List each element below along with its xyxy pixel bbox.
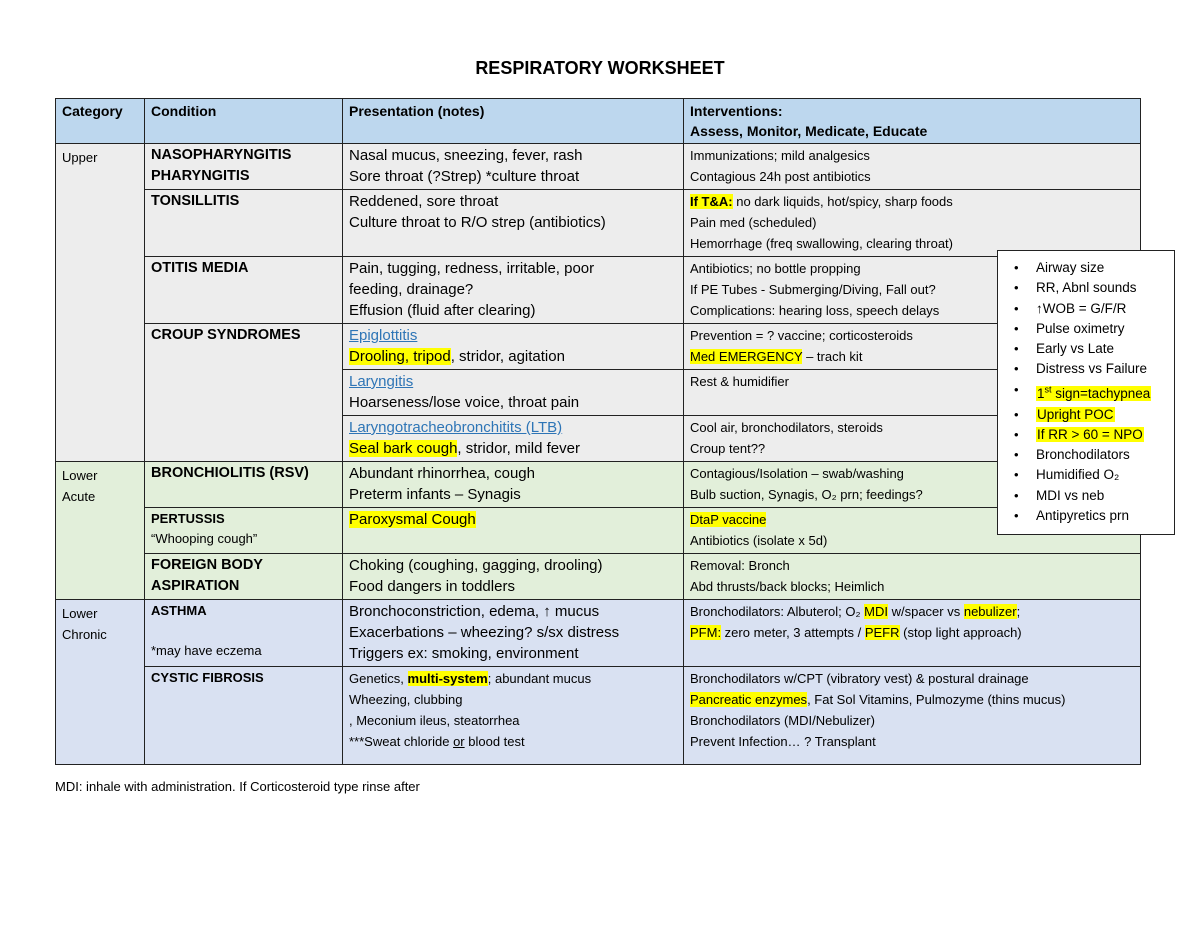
header-interventions — [684, 99, 1141, 144]
category-cell — [56, 144, 145, 462]
presentation-text: blood test — [464, 734, 525, 749]
intervention-line — [690, 622, 1134, 643]
intervention-line: Complications: hearing loss, speech delays — [690, 303, 940, 318]
presentation-cell — [343, 462, 684, 508]
interventions-cell — [684, 144, 1141, 190]
list-item: • Humidified O₂ — [1006, 465, 1170, 485]
intervention-line — [690, 689, 1134, 710]
condition-name: OTITIS MEDIA — [151, 260, 249, 276]
highlight-text: MDI — [864, 604, 888, 619]
condition-cell — [145, 508, 343, 554]
page-title: RESPIRATORY WORKSHEET — [475, 58, 725, 78]
presentation-line — [349, 438, 677, 459]
presentation-cell — [343, 416, 684, 462]
highlight-text: PFM: — [690, 625, 722, 640]
superscript: st — [1044, 384, 1052, 395]
interventions-cell — [684, 554, 1141, 600]
category-cell — [56, 462, 145, 600]
condition-cell — [145, 190, 343, 257]
presentation-text: , stridor, mild fever — [457, 440, 580, 457]
callout-list — [1006, 258, 1170, 526]
intervention-text: , Fat Sol Vitamins, Pulmozyme (thins mucus) — [807, 692, 1066, 707]
laryngitis-link[interactable]: Laryngitis — [349, 373, 414, 390]
intervention-line: Abd thrusts/back blocks; Heimlich — [690, 579, 885, 594]
category-label: Lower — [62, 468, 98, 483]
table-row — [56, 324, 1141, 370]
condition-cell — [145, 600, 343, 667]
list-item: • Early vs Late — [1006, 339, 1170, 359]
condition-cell — [145, 324, 343, 462]
intervention-text: Bronchodilators: Albuterol; O₂ — [690, 604, 865, 619]
presentation-cell — [343, 600, 684, 667]
presentation-cell — [343, 257, 684, 324]
presentation-text: , stridor, agitation — [450, 348, 565, 365]
category-cell — [56, 600, 145, 765]
presentation-line — [349, 509, 677, 530]
intervention-line: Rest & humidifier — [690, 374, 789, 389]
presentation-line — [349, 731, 677, 752]
presentation-cell — [343, 508, 684, 554]
intervention-line — [690, 601, 1134, 622]
highlight-text: Pancreatic enzymes — [690, 692, 808, 707]
table-header-row — [56, 99, 1141, 144]
table-row — [56, 190, 1141, 257]
header-interventions-subtitle: Assess, Monitor, Medicate, Educate — [690, 123, 928, 139]
presentation-line: Reddened, sore throat — [349, 193, 499, 210]
presentation-line: Sore throat (?Strep) *culture throat — [349, 168, 580, 185]
underlined-text: or — [453, 734, 465, 749]
highlight-text: multi-system — [407, 671, 488, 686]
list-item: • Bronchodilators — [1006, 445, 1170, 465]
ltb-link[interactable]: Laryngotracheobronchitits (LTB) — [349, 419, 563, 436]
presentation-line — [349, 371, 677, 392]
table-row — [56, 600, 1141, 667]
intervention-line: Cool air, bronchodilators, steroids — [690, 420, 883, 435]
list-item: • RR, Abnl sounds — [1006, 278, 1170, 298]
intervention-text: – trach kit — [802, 349, 863, 364]
highlight-text: If RR > 60 = NPO — [1037, 426, 1143, 442]
presentation-line: Wheezing, clubbing — [349, 692, 463, 707]
intervention-line: Antibiotics; no bottle propping — [690, 261, 861, 276]
highlight-part: 1 — [1037, 386, 1045, 402]
condition-name: FOREIGN BODY — [151, 557, 263, 573]
intervention-line: Pain med (scheduled) — [690, 215, 817, 230]
list-item: • Airway size — [1006, 258, 1170, 278]
condition-note: “Whooping cough” — [151, 531, 258, 546]
condition-name: BRONCHIOLITIS (RSV) — [151, 465, 309, 481]
highlight-part: sign=tachypnea — [1051, 386, 1151, 402]
list-item: • Antipyretics prn — [1006, 506, 1170, 526]
list-item — [1006, 405, 1170, 425]
epiglottitis-link[interactable]: Epiglottitis — [349, 327, 418, 344]
presentation-text: Genetics, — [349, 671, 408, 686]
intervention-text: no dark liquids, hot/spicy, sharp foods — [732, 194, 953, 209]
presentation-line: Choking (coughing, gagging, drooling) — [349, 557, 603, 574]
presentation-line — [349, 417, 677, 438]
condition-name: PHARYNGITIS — [151, 168, 250, 184]
table-row — [56, 667, 1141, 765]
highlight-text: nebulizer — [963, 604, 1017, 619]
table-row — [56, 144, 1141, 190]
presentation-cell — [343, 190, 684, 257]
presentation-line: feeding, drainage? — [349, 281, 474, 298]
intervention-line: Contagious 24h post antibiotics — [690, 169, 871, 184]
intervention-line: Immunizations; mild analgesics — [690, 148, 870, 163]
condition-cell — [145, 554, 343, 600]
condition-cell — [145, 667, 343, 765]
intervention-line: Contagious/Isolation – swab/washing — [690, 466, 904, 481]
intervention-text: (stop light approach) — [899, 625, 1022, 640]
highlight-text: If T&A: — [690, 194, 733, 209]
assessment-callout-box — [997, 250, 1175, 535]
header-category: Category — [56, 99, 145, 144]
table-row — [56, 554, 1141, 600]
table-row — [56, 462, 1141, 508]
intervention-text: w/spacer vs — [887, 604, 964, 619]
presentation-line: , Meconium ileus, steatorrhea — [349, 713, 520, 728]
highlight-text: Drooling, tripod — [349, 348, 451, 365]
presentation-line: Hoarseness/lose voice, throat pain — [349, 394, 580, 411]
condition-name: CYSTIC FIBROSIS — [151, 670, 264, 685]
category-label: Acute — [62, 489, 96, 504]
list-item: • Distress vs Failure — [1006, 359, 1170, 379]
intervention-line: Bronchodilators (MDI/Nebulizer) — [690, 713, 875, 728]
header-interventions-title: Interventions: — [690, 103, 783, 119]
list-item: • MDI vs neb — [1006, 486, 1170, 506]
presentation-line — [349, 668, 677, 689]
presentation-line: Exacerbations – wheezing? s/sx distress — [349, 624, 620, 641]
condition-name: PERTUSSIS — [151, 511, 225, 526]
category-label: Lower — [62, 606, 98, 621]
intervention-line: Prevention = ? vaccine; corticosteroids — [690, 328, 913, 343]
category-label: Upper — [62, 150, 98, 165]
highlight-text: Paroxysmal Cough — [349, 511, 476, 528]
highlight-text: Med EMERGENCY — [690, 349, 803, 364]
category-label: Chronic — [62, 627, 107, 642]
condition-cell — [145, 257, 343, 324]
presentation-line: Preterm infants – Synagis — [349, 486, 521, 503]
list-item — [1006, 380, 1170, 405]
list-item — [1006, 425, 1170, 445]
intervention-line: Hemorrhage (freq swallowing, clearing throat) — [690, 236, 954, 251]
intervention-line: If PE Tubes - Submerging/Diving, Fall out? — [690, 282, 936, 297]
highlight-text — [1036, 386, 1151, 401]
presentation-line: Pain, tugging, redness, irritable, poor — [349, 260, 595, 277]
presentation-line — [349, 346, 677, 367]
intervention-line — [690, 191, 1134, 212]
intervention-text: zero meter, 3 attempts / — [721, 625, 865, 640]
list-item: • Pulse oximetry — [1006, 319, 1170, 339]
presentation-line: Triggers ex: smoking, environment — [349, 645, 579, 662]
table-row — [56, 257, 1141, 324]
presentation-line — [349, 325, 677, 346]
presentation-line: Food dangers in toddlers — [349, 578, 515, 595]
presentation-text: ***Sweat chloride — [349, 734, 454, 749]
condition-name: TONSILLITIS — [151, 193, 240, 209]
header-presentation: Presentation (notes) — [343, 99, 684, 144]
intervention-line: Bronchodilators w/CPT (vibratory vest) & postural drainage — [690, 671, 1029, 686]
condition-name: ASTHMA — [151, 603, 207, 618]
intervention-line: Bulb suction, Synagis, O₂ prn; feedings? — [690, 487, 923, 502]
interventions-cell — [684, 190, 1141, 257]
list-item: • ↑WOB = G/F/R — [1006, 299, 1170, 319]
condition-cell — [145, 462, 343, 508]
highlight-text: DtaP vaccine — [690, 512, 767, 527]
intervention-line: Prevent Infection… ? Transplant — [690, 734, 876, 749]
respiratory-table — [55, 98, 1141, 765]
intervention-line: Croup tent?? — [690, 441, 766, 456]
header-condition: Condition — [145, 99, 343, 144]
table-row — [56, 508, 1141, 554]
condition-name: CROUP SYNDROMES — [151, 327, 301, 343]
highlight-text: Upright POC — [1037, 406, 1114, 422]
presentation-cell — [343, 144, 684, 190]
presentation-cell — [343, 370, 684, 416]
presentation-line: Culture throat to R/O strep (antibiotics) — [349, 214, 606, 231]
condition-cell — [145, 144, 343, 190]
intervention-line: Antibiotics (isolate x 5d) — [690, 533, 828, 548]
intervention-line: Removal: Bronch — [690, 558, 790, 573]
interventions-cell — [684, 667, 1141, 765]
presentation-line: Bronchoconstriction, edema, ↑ mucus — [349, 603, 600, 620]
presentation-line: Effusion (fluid after clearing) — [349, 302, 536, 319]
presentation-cell — [343, 324, 684, 370]
interventions-cell — [684, 600, 1141, 667]
presentation-cell — [343, 554, 684, 600]
condition-name: NASOPHARYNGITIS — [151, 147, 292, 163]
presentation-text: ; abundant mucus — [487, 671, 592, 686]
highlight-text: PEFR — [864, 625, 900, 640]
highlight-text: Seal bark cough — [349, 440, 458, 457]
presentation-line: Abundant rhinorrhea, cough — [349, 465, 535, 482]
footnote: MDI: inhale with administration. If Corticosteroid type rinse after — [55, 779, 420, 794]
presentation-cell — [343, 667, 684, 765]
condition-name: ASPIRATION — [151, 578, 240, 594]
intervention-text: ; — [1016, 604, 1021, 619]
presentation-line: Nasal mucus, sneezing, fever, rash — [349, 147, 583, 164]
condition-note: *may have eczema — [151, 643, 262, 658]
